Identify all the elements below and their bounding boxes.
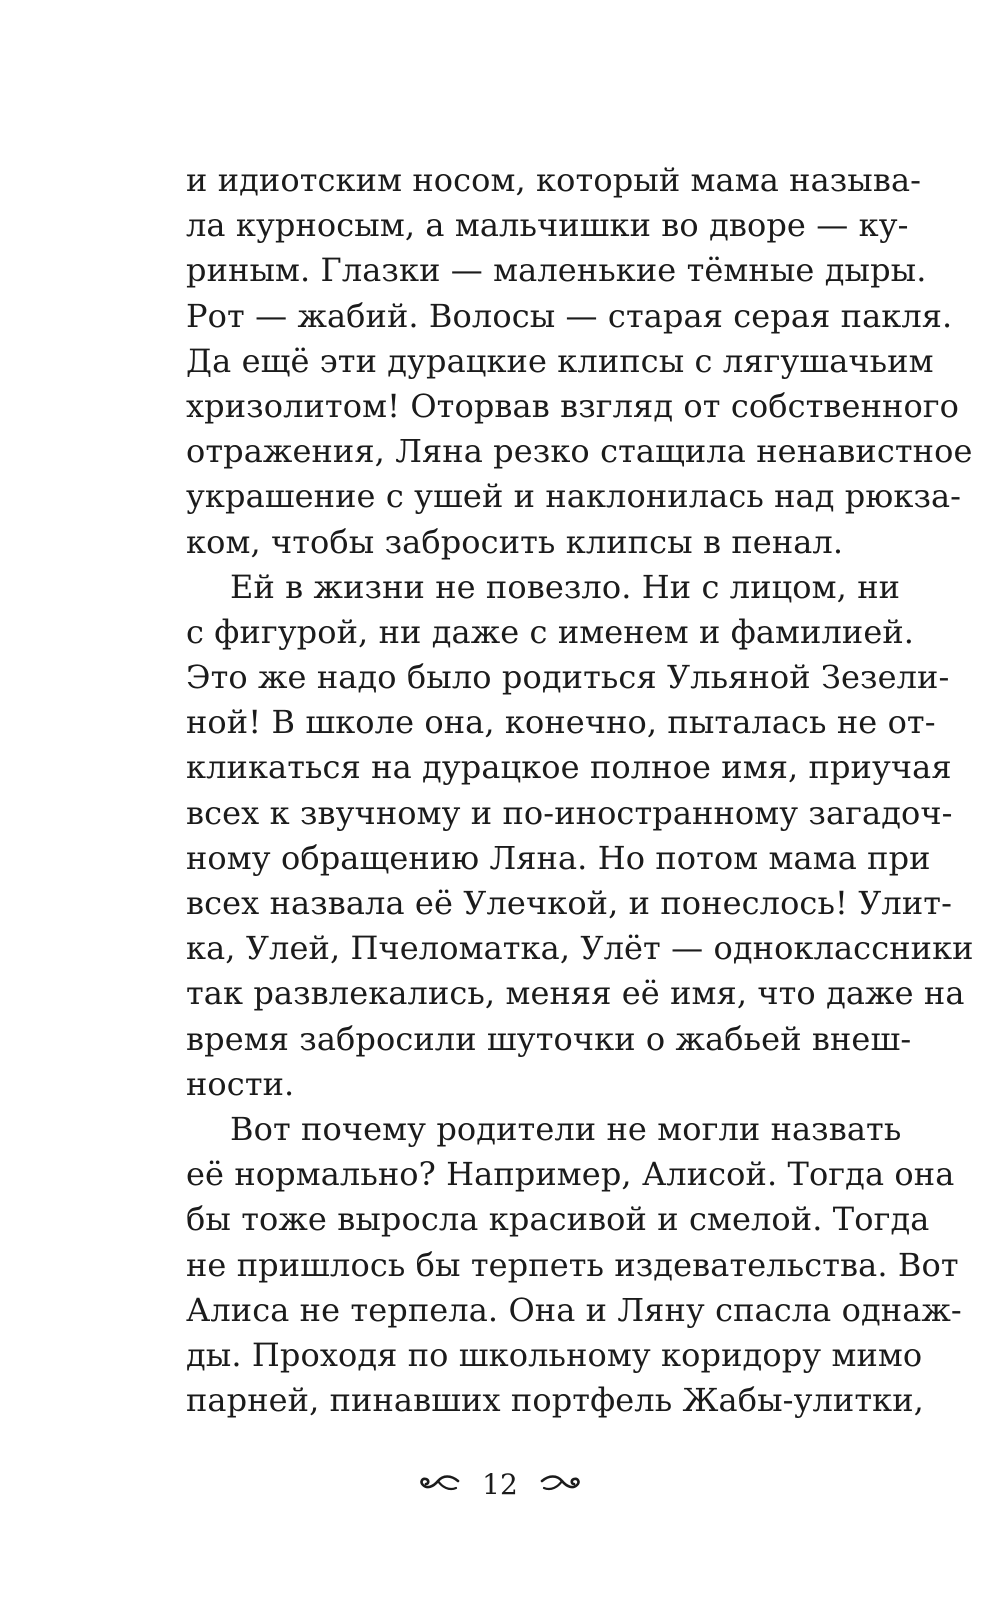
text-line: отражения, Ляна резко стащила ненавистное bbox=[186, 432, 973, 471]
text-line: Вот почему родители не могли назвать bbox=[230, 1109, 902, 1148]
paragraph-1 bbox=[186, 158, 973, 565]
text-line: бы тоже выросла красивой и смелой. Тогда bbox=[186, 1200, 930, 1239]
page-number: 12 bbox=[482, 1467, 518, 1501]
text-line: время забросили шуточки о жабьей внеш- bbox=[186, 1019, 912, 1058]
text-line: ному обращению Ляна. Но потом мама при bbox=[186, 838, 931, 877]
text-line: кликаться на дурацкое полное имя, приучая bbox=[186, 748, 952, 787]
body-text bbox=[186, 158, 974, 1423]
text-line: Ей в жизни не повезло. Ни с лицом, ни bbox=[230, 567, 901, 606]
text-line: Да ещё эти дурацкие клипсы с лягушачьим bbox=[186, 341, 934, 380]
text-line: ка, Улей, Пчеломатка, Улёт — одноклассники bbox=[186, 929, 974, 968]
text-line: её нормально? Например, Алисой. Тогда она bbox=[186, 1155, 955, 1194]
swirl-left-icon bbox=[418, 1472, 460, 1496]
text-line: парней, пинавших портфель Жабы-улитки, bbox=[186, 1381, 924, 1420]
paragraph-2 bbox=[186, 565, 974, 1107]
text-line: и идиотским носом, который мама называ- bbox=[186, 161, 922, 199]
text-line: так развлекались, меняя её имя, что даже на bbox=[186, 974, 965, 1013]
text-line: не пришлось бы терпеть издевательства. Вот bbox=[186, 1245, 959, 1284]
text-line: ной! В школе она, конечно, пыталась не от- bbox=[186, 703, 936, 742]
paragraph-3 bbox=[186, 1107, 962, 1423]
text-line: всех назвала её Улечкой, и понеслось! Улит- bbox=[186, 884, 953, 922]
text-line: всех к звучному и по-иностранному загадоч- bbox=[186, 793, 953, 832]
text-line: ности. bbox=[186, 1064, 295, 1103]
text-line: риным. Глазки — маленькие тёмные дыры. bbox=[186, 251, 927, 290]
text-line: ком, чтобы забросить клипсы в пенал. bbox=[186, 522, 844, 561]
text-line: с фигурой, ни даже с именем и фамилией. bbox=[186, 612, 915, 651]
swirl-right-icon bbox=[540, 1472, 582, 1496]
text-line: ды. Проходя по школьному коридору мимо bbox=[186, 1335, 923, 1374]
text-line: украшение с ушей и наклонилась над рюкза- bbox=[186, 477, 962, 516]
text-line: хризолитом! Оторвав взгляд от собственного bbox=[186, 386, 960, 425]
text-line: Это же надо было родиться Ульяной Зезели- bbox=[186, 658, 950, 697]
text-line: Рот — жабий. Волосы — старая серая пакля. bbox=[186, 296, 953, 335]
page-folio bbox=[0, 1462, 1000, 1506]
text-line: Алиса не терпела. Она и Ляну спасла однаж- bbox=[186, 1290, 962, 1329]
text-line: ла курносым, а мальчишки во дворе — ку- bbox=[186, 206, 909, 245]
